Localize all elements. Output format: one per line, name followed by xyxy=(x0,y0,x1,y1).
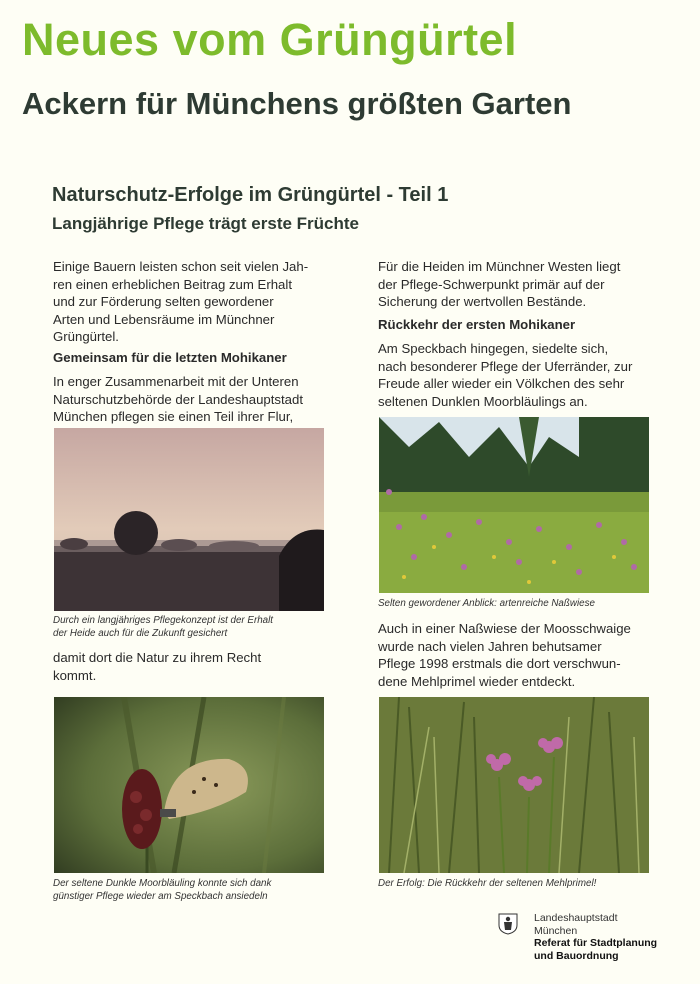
right-paragraph-3: Auch in einer Naßwiese der Moosschwaige wurde nach vielen Jahren behutsamer Pflege 1998 erstmals die dort verschwun- dene Mehlprimel wieder entdeckt. xyxy=(378,621,631,689)
right-paragraph-2: Am Speckbach hingegen, siedelte sich, nach besonderer Pflege der Uferränder, zur Freude aller wieder ein Völkchen des sehr seltenen Dunklen Moorbläulings an. xyxy=(378,341,633,409)
photo-misty-heath xyxy=(54,428,324,611)
left-paragraph-2: damit dort die Natur zu ihrem Recht kommt. xyxy=(53,650,262,683)
poster-title: Neues vom Grüngürtel xyxy=(22,14,518,65)
left-paragraph-1: In enger Zusammenarbeit mit der Unteren Naturschutzbehörde der Landeshauptstadt München pflegen sie einen Teil ihrer Flur, xyxy=(53,374,304,424)
poster-subtitle: Ackern für Münchens größten Garten xyxy=(22,86,572,121)
section-title: Naturschutz-Erfolge im Grüngürtel - Teil 1 xyxy=(52,184,449,206)
section-subtitle: Langjährige Pflege trägt erste Früchte xyxy=(52,214,360,233)
photo-wet-meadow xyxy=(379,417,649,593)
caption-primrose: Der Erfolg: Die Rückkehr der seltenen Mehlprimel! xyxy=(378,878,597,889)
caption-heath: Durch ein langjähriges Pflegekonzept ist der Erhalt der Heide auch für die Zukunft gesichert xyxy=(53,615,274,639)
munich-crest-icon xyxy=(498,913,518,935)
photo-primrose xyxy=(379,697,649,873)
left-intro-paragraph: Einige Bauern leisten schon seit vielen Jah- ren einen erheblichen Beitrag zum Erhalt und zur Förderung selten gewordener Arten und Lebensräume im Münchner Grüngürtel. xyxy=(53,259,309,344)
left-heading-mohikaner: Gemeinsam für die letzten Mohikaner xyxy=(53,350,287,365)
right-paragraph-1: Für die Heiden im Münchner Westen liegt der Pflege-Schwerpunkt primär auf der Sicherung der wertvollen Bestände. xyxy=(378,259,621,309)
caption-butterfly: Der seltene Dunkle Moorbläuling konnte sich dank günstiger Pflege wieder am Speckbach ansiedeln xyxy=(53,878,272,902)
photo-butterfly xyxy=(54,697,324,873)
caption-meadow: Selten gewordener Anblick: artenreiche Naßwiese xyxy=(378,598,595,609)
footer-authority: Landeshauptstadt München Referat für Stadtplanung und Bauordnung xyxy=(534,912,658,962)
right-heading-mohikaner: Rückkehr der ersten Mohikaner xyxy=(378,317,576,332)
